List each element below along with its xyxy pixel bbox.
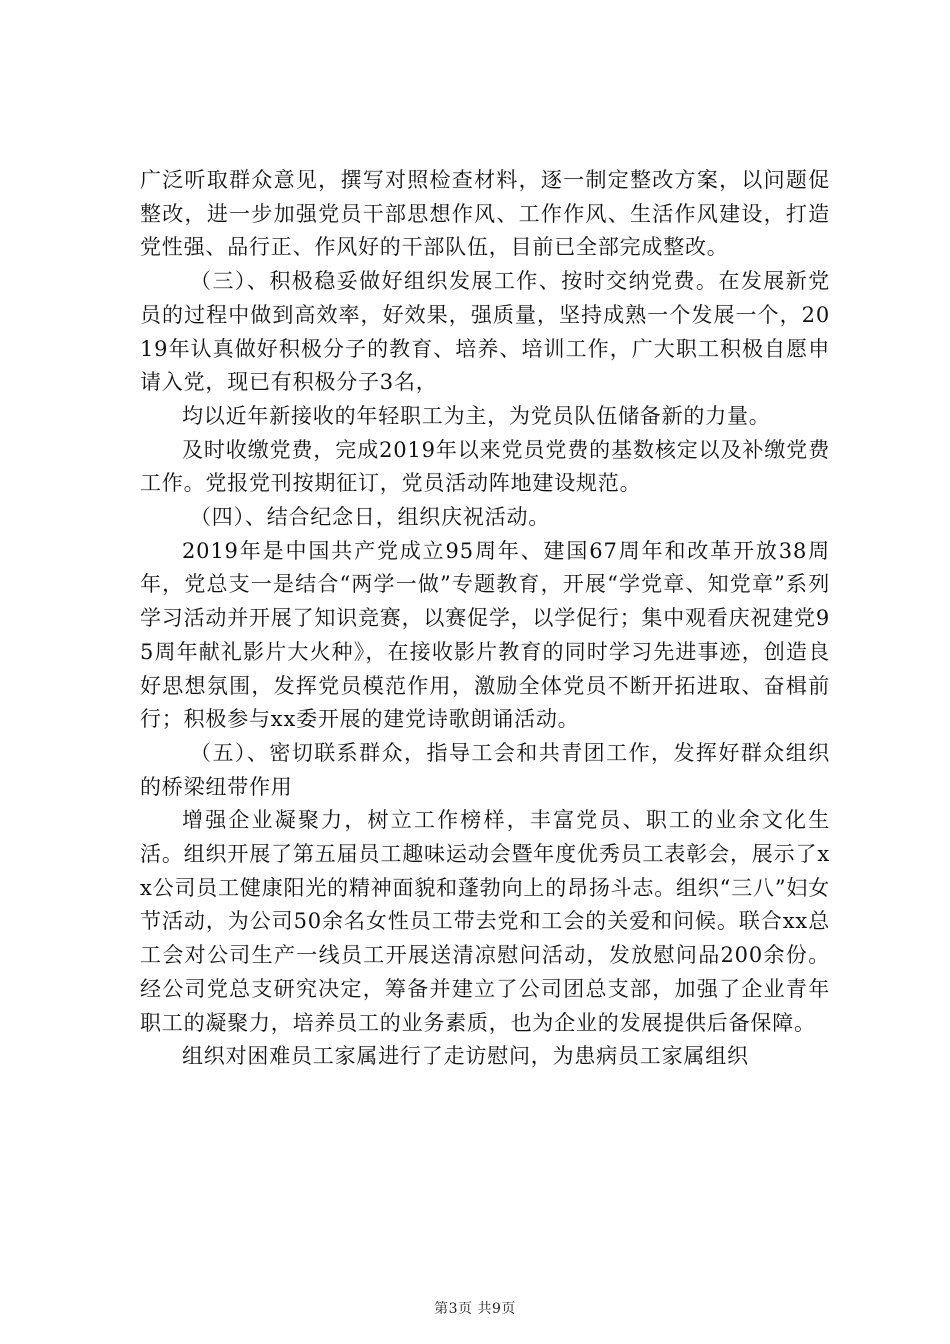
page-footer: 第3页 共9页 (434, 1301, 516, 1317)
paragraph-visits: 组织对困难员工家属进行了走访慰问，为患病员工家属组织 (182, 1044, 749, 1069)
paragraph-cohesion: 增强企业凝聚力，树立工作榜样，丰富党员、职工的业余文化生活。组织开展了第五届员工趣味运动会暨年度优秀员工表彰会，展示了xx公司员工健康阳光的精神面貌和蓬勃向上的昂扬斗志。组织“三八”妇女节活动，为公司50余名女性员工带去党和工会的关爱和问候。联合xx总工会对公司生产一线员工开展送清凉慰问活动，发放慰问品200余份。经公司党总支研究决定，筹备并建立了公司团总支部，加强了企业青年职工的凝聚力，培养员工的业务素质，也为企业的发展提供后备保障。 (140, 808, 830, 1035)
document-body (140, 164, 830, 1074)
paragraph-rectification: 广泛听取群众意见，撰写对照检查材料，逐一制定整改方案，以问题促整改，进一步加强党员干部思想作风、工作作风、生活作风建设，打造党性强、品行正、作风好的干部队伍，目前已全部完成整改。 (140, 168, 830, 260)
section-heading-4: （四）、结合纪念日，组织庆祝活动。 (190, 505, 551, 530)
paragraph-party-dues: 及时收缴党费，完成2019年以来党员党费的基数核定以及补缴党费工作。党报党刊按期征订，党员活动阵地建设规范。 (140, 437, 830, 496)
paragraph-young-staff: 均以近年新接收的年轻职工为主，为党员队伍储备新的力量。 (182, 403, 771, 428)
section-heading-5: （五）、密切联系群众，指导工会和共青团工作，发挥好群众组织的桥梁纽带作用 (140, 740, 830, 799)
paragraph-anniversary: 2019年是中国共产党成立95周年、建国67周年和改革开放38周年，党总支一是结合“两学一做”专题教育，开展“学党章、知党章”系列学习活动并开展了知识竞赛，以赛促学，以学促行；集中观看庆祝建党95周年献礼影片大火种》，在接收影片教育的同时学习先进事迹，创造良好思想氛围，发挥党员模范作用，激励全体党员不断开拓进取、奋楫前行；积极参与xx委开展的建党诗歌朗诵活动。 (140, 538, 830, 732)
section-heading-3: （三）、积极稳妥做好组织发展工作、按时交纳党费。在发展新党员的过程中做到高效率，好效果，强质量，坚持成熟一个发展一个，2019年认真做好积极分子的教育、培养、培训工作，广大职工积极自愿申请入党，现已有积极分子3名， (140, 269, 830, 395)
